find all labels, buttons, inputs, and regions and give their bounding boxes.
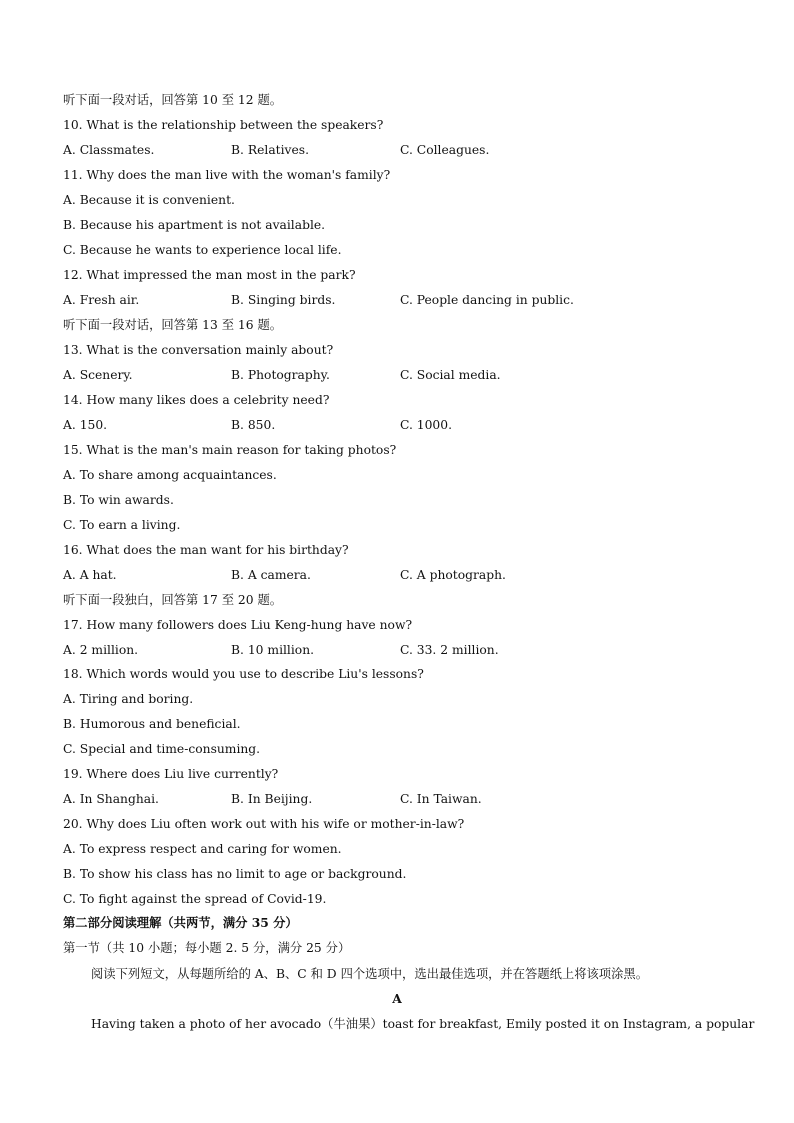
q16-option-a: A. A hat. <box>63 568 117 582</box>
section1-heading: 第一节（共 10 小题；每小题 2. 5 分，满分 25 分） <box>63 941 351 955</box>
q14-option-a: A. 150. <box>63 418 108 432</box>
q12-option-b: B. Singing birds. <box>231 293 336 307</box>
q14-option-b: B. 850. <box>231 418 276 432</box>
question-14: 14. How many likes does a celebrity need? <box>63 393 330 407</box>
q17-option-b: B. 10 million. <box>231 643 315 657</box>
q20-option-a: A. To express respect and caring for women. <box>63 842 342 856</box>
q19-option-c: C. In Taiwan. <box>400 792 482 806</box>
q18-option-c: C. Special and time-consuming. <box>63 742 261 756</box>
q19-option-b: B. In Beijing. <box>231 792 313 806</box>
question-20: 20. Why does Liu often work out with his wife or mother-in-law? <box>63 817 465 831</box>
question-18: 18. Which words would you use to describe Liu's lessons? <box>63 667 424 681</box>
q13-option-a: A. Scenery. <box>63 368 133 382</box>
q14-option-c: C. 1000. <box>400 418 452 432</box>
question-12: 12. What impressed the man most in the park? <box>63 268 356 282</box>
q16-option-b: B. A camera. <box>231 568 311 582</box>
q15-option-c: C. To earn a living. <box>63 518 181 532</box>
question-19: 19. Where does Liu live currently? <box>63 767 279 781</box>
passage-first-line: Having taken a photo of her avocado（牛油果）toast for breakfast, Emily posted it on Instagram, a popular <box>91 1017 755 1031</box>
q15-option-a: A. To share among acquaintances. <box>63 468 277 482</box>
q10-option-b: B. Relatives. <box>231 143 309 157</box>
q18-option-a: A. Tiring and boring. <box>63 692 194 706</box>
section-header-13-16: 听下面一段对话，回答第 13 至 16 题。 <box>63 318 283 332</box>
q17-option-c: C. 33. 2 million. <box>400 643 499 657</box>
q17-option-a: A. 2 million. <box>63 643 139 657</box>
q11-option-a: A. Because it is convenient. <box>63 193 235 207</box>
q13-option-b: B. Photography. <box>231 368 330 382</box>
q20-option-b: B. To show his class has no limit to age or background. <box>63 867 407 881</box>
q11-option-c: C. Because he wants to experience local life. <box>63 243 342 257</box>
q15-option-b: B. To win awards. <box>63 493 174 507</box>
question-11: 11. Why does the man live with the woman's family? <box>63 168 391 182</box>
q19-option-a: A. In Shanghai. <box>63 792 159 806</box>
q16-option-c: C. A photograph. <box>400 568 506 582</box>
q11-option-b: B. Because his apartment is not available. <box>63 218 326 232</box>
question-17: 17. How many followers does Liu Keng-hung have now? <box>63 618 413 632</box>
q12-option-a: A. Fresh air. <box>63 293 140 307</box>
q13-option-c: C. Social media. <box>400 368 501 382</box>
q12-option-c: C. People dancing in public. <box>400 293 574 307</box>
q10-option-c: C. Colleagues. <box>400 143 490 157</box>
question-13: 13. What is the conversation mainly about? <box>63 343 334 357</box>
reading-instruction: 阅读下列短文，从每题所给的 A、B、C 和 D 四个选项中，选出最佳选项，并在答题纸上将该项涂黑。 <box>91 967 648 981</box>
question-10: 10. What is the relationship between the speakers? <box>63 118 384 132</box>
question-16: 16. What does the man want for his birthday? <box>63 543 349 557</box>
q18-option-b: B. Humorous and beneficial. <box>63 717 241 731</box>
passage-label: A <box>392 991 402 1006</box>
section-header-10-12: 听下面一段对话，回答第 10 至 12 题。 <box>63 93 283 107</box>
part2-heading: 第二部分阅读理解（共两节，满分 35 分） <box>63 915 298 930</box>
q20-option-c: C. To fight against the spread of Covid-19. <box>63 892 327 906</box>
section-header-17-20: 听下面一段独白，回答第 17 至 20 题。 <box>63 593 283 607</box>
q10-option-a: A. Classmates. <box>63 143 155 157</box>
question-15: 15. What is the man's main reason for taking photos? <box>63 443 397 457</box>
